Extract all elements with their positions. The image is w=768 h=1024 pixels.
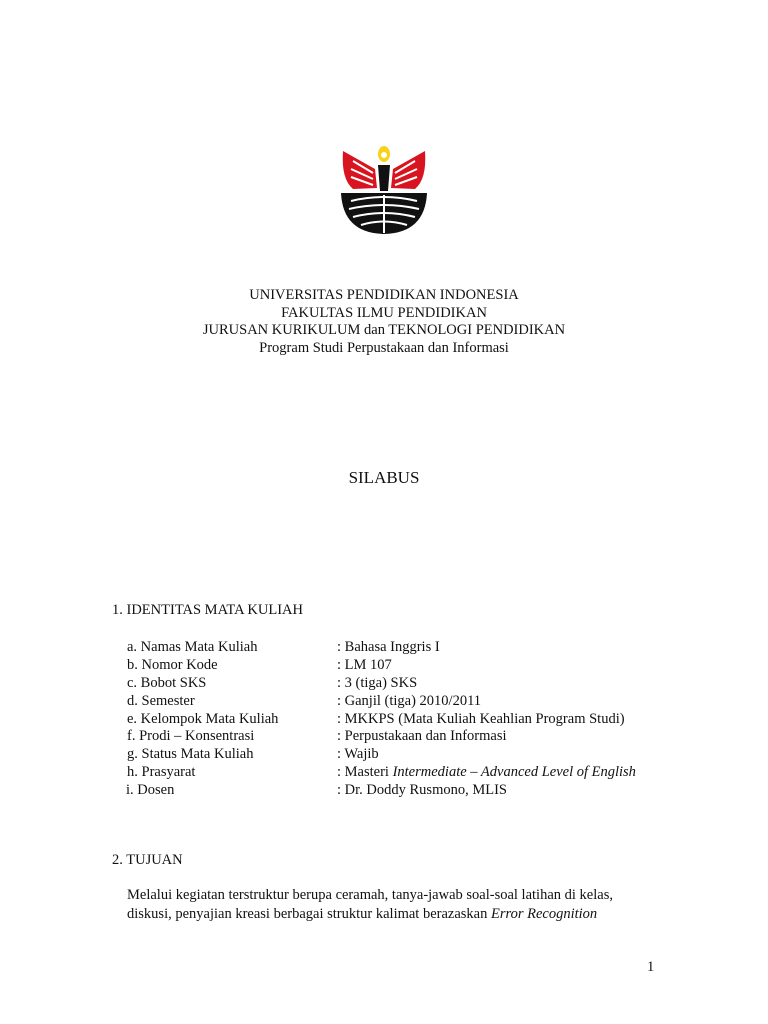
university-logo (339, 143, 429, 235)
page-number: 1 (647, 959, 655, 975)
identity-value-prasyarat (337, 764, 636, 782)
tujuan-line-2-text: diskusi, penyajian kreasi berbagai struktur kalimat berazaskan (127, 906, 491, 922)
identity-value: : Wajib (337, 746, 379, 763)
section-tujuan-heading: 2. TUJUAN (112, 852, 183, 868)
identity-value: : Bahasa Inggris I (337, 639, 440, 655)
department-name: JURUSAN KURIKULUM dan TEKNOLOGI PENDIDIKAN (202, 322, 566, 338)
faculty-name: FAKULTAS ILMU PENDIDIKAN (281, 304, 487, 321)
identity-label: g. Status Mata Kuliah (127, 746, 254, 763)
identity-label: d. Semester (127, 692, 195, 709)
university-name: UNIVERSITAS PENDIDIKAN INDONESIA (249, 287, 519, 303)
identity-label: f. Prodi – Konsentrasi (127, 728, 255, 745)
identity-label: a. Namas Mata Kuliah (127, 639, 258, 655)
tujuan-line-2-italic: Error Recognition (491, 906, 598, 922)
identity-value: : Ganjil (tiga) 2010/2011 (337, 692, 482, 709)
identity-value: : LM 107 (337, 656, 392, 673)
tujuan-line-2 (127, 905, 613, 924)
logo-center-stem (378, 165, 390, 191)
tujuan-line-1: Melalui kegiatan terstruktur berupa ceramah, tanya-jawab soal-soal latihan di kelas, (127, 887, 613, 903)
identity-value: : Perpustakaan dan Informasi (337, 728, 507, 745)
identity-label: c. Bobot SKS (127, 674, 207, 691)
tujuan-paragraph (127, 886, 613, 924)
identity-label: b. Nomor Kode (127, 656, 218, 673)
program-name: Program Studi Perpustakaan dan Informasi (259, 339, 509, 356)
prasyarat-prefix: : Masteri (337, 764, 393, 781)
document-title: SILABUS (348, 468, 420, 487)
logo-right-wing (391, 151, 425, 189)
institution-header (0, 287, 768, 357)
prasyarat-italic: Intermediate – Advanced Level of English (392, 764, 636, 781)
identity-label: h. Prasyarat (127, 764, 196, 781)
identity-value: : Dr. Doddy Rusmono, MLIS (337, 782, 507, 799)
identity-value: : MKKPS (Mata Kuliah Keahlian Program Studi) (337, 710, 625, 727)
section-identitas-heading: 1. IDENTITAS MATA KULIAH (112, 602, 303, 618)
identity-value: : 3 (tiga) SKS (337, 674, 418, 691)
identity-label: e. Kelompok Mata Kuliah (127, 710, 279, 727)
identity-label: i. Dosen (126, 782, 175, 799)
logo-left-wing (343, 151, 377, 189)
